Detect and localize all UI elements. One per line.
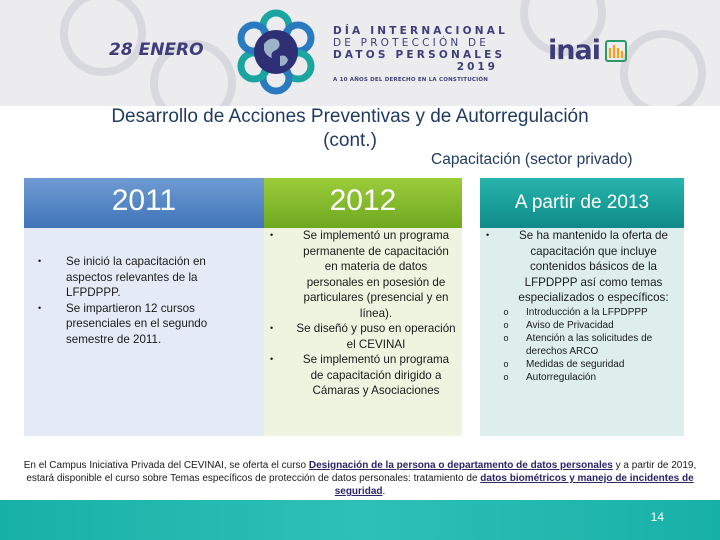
- list-2013: [486, 228, 678, 306]
- circle-bullet-icon: o: [503, 319, 509, 330]
- topic-item: [486, 332, 678, 358]
- header-2013: A partir de 2013: [480, 178, 684, 228]
- list-item: [38, 301, 252, 348]
- page-subtitle: Capacitación (sector privado): [431, 151, 633, 168]
- footer-note: [20, 459, 700, 498]
- event-year: 2019: [456, 61, 498, 73]
- topic-text: Introducción a la LFPDPPP: [526, 306, 648, 318]
- circle-bullet-icon: o: [503, 332, 509, 343]
- panel-2012: [264, 228, 462, 436]
- footer-text: En el Campus Iniciativa Privada del CEVINAI, se oferta el curso: [23, 460, 309, 471]
- circle-bullet-icon: o: [503, 358, 509, 369]
- list-item-text: Se implementó un programa de capacitación dirigido a Cámaras y Asociaciones: [302, 353, 450, 397]
- list-item-text: Se impartieron 12 cursos presenciales en el segundo semestre de 2011.: [66, 301, 208, 346]
- footer-bar: [0, 500, 720, 540]
- list-item: [270, 228, 456, 321]
- bullet-icon: •: [270, 230, 274, 240]
- bullet-icon: •: [270, 354, 274, 364]
- header-2012: 2012: [264, 178, 462, 228]
- bullet-icon: •: [38, 302, 42, 313]
- topics-list: [486, 306, 678, 384]
- footer-text: y a partir de 2019, estará disponible el curso sobre Temas específicos de protección de datos personales: tratamiento de: [26, 460, 697, 484]
- inai-logo: [548, 37, 629, 64]
- course-link[interactable]: Designación de la persona o departamento de datos personales: [308, 460, 613, 471]
- topic-item: [486, 371, 678, 384]
- panel-2011: [24, 228, 264, 436]
- list-item: [38, 254, 252, 301]
- decorative-ring: [620, 30, 706, 106]
- page-title-cont: (cont.): [323, 130, 377, 151]
- topic-item: [486, 319, 678, 332]
- event-subtitle: A 10 AÑOS DEL DERECHO EN LA CONSTITUCIÓN: [333, 77, 489, 83]
- topic-text: Aviso de Privacidad: [526, 319, 614, 331]
- inai-logo-text: inai: [548, 35, 600, 66]
- topic-text: Atención a las solicitudes de derechos ARCO: [526, 332, 653, 357]
- event-title: [333, 25, 508, 83]
- topic-item: [486, 358, 678, 371]
- topic-item: [486, 306, 678, 319]
- header-2011: 2011: [24, 178, 264, 228]
- bullet-icon: •: [38, 256, 42, 266]
- circle-bullet-icon: o: [503, 371, 509, 382]
- biometrics-link[interactable]: datos biométricos y manejo de incidentes de seguridad: [334, 473, 694, 497]
- building-icon: [603, 38, 629, 64]
- list-item: [486, 228, 678, 306]
- event-title-line3: DATOS PERSONALES: [333, 49, 506, 61]
- footer-text: .: [382, 486, 386, 497]
- list-item: [270, 352, 456, 399]
- decorative-ring: [60, 0, 146, 76]
- bullet-icon: •: [270, 323, 274, 333]
- event-date: 28 ENERO: [109, 40, 204, 60]
- event-banner: [0, 0, 720, 106]
- page-number: 14: [650, 510, 664, 524]
- list-2011: [38, 254, 252, 347]
- event-title-line1: DÍA INTERNACIONAL: [333, 25, 508, 37]
- list-item-text: Se inició la capacitación en aspectos relevantes de la LFPDPPP.: [66, 255, 206, 299]
- list-item-text: Se ha mantenido la oferta de capacitación que incluye contenidos básicos de la LFPDPPP así como temas especializados o específicos:: [518, 229, 669, 304]
- circle-bullet-icon: o: [503, 306, 509, 317]
- list-2012: [270, 228, 456, 399]
- topic-text: Autorregulación: [526, 371, 597, 383]
- globe-logo-icon: [228, 4, 324, 100]
- topic-text: Medidas de seguridad: [526, 358, 625, 370]
- panel-2013: [480, 228, 684, 436]
- bullet-icon: •: [486, 230, 490, 240]
- list-item: [270, 321, 456, 352]
- event-title-line2: DE PROTECCIÓN DE: [333, 37, 490, 49]
- list-item-text: Se diseñó y puso en operación el CEVINAI: [296, 322, 456, 351]
- page-title: Desarrollo de Acciones Preventivas y de Autorregulación: [111, 106, 589, 127]
- list-item-text: Se implementó un programa permanente de capacitación en materia de datos personales en posesión de particulares (presencial y en línea).: [302, 229, 450, 320]
